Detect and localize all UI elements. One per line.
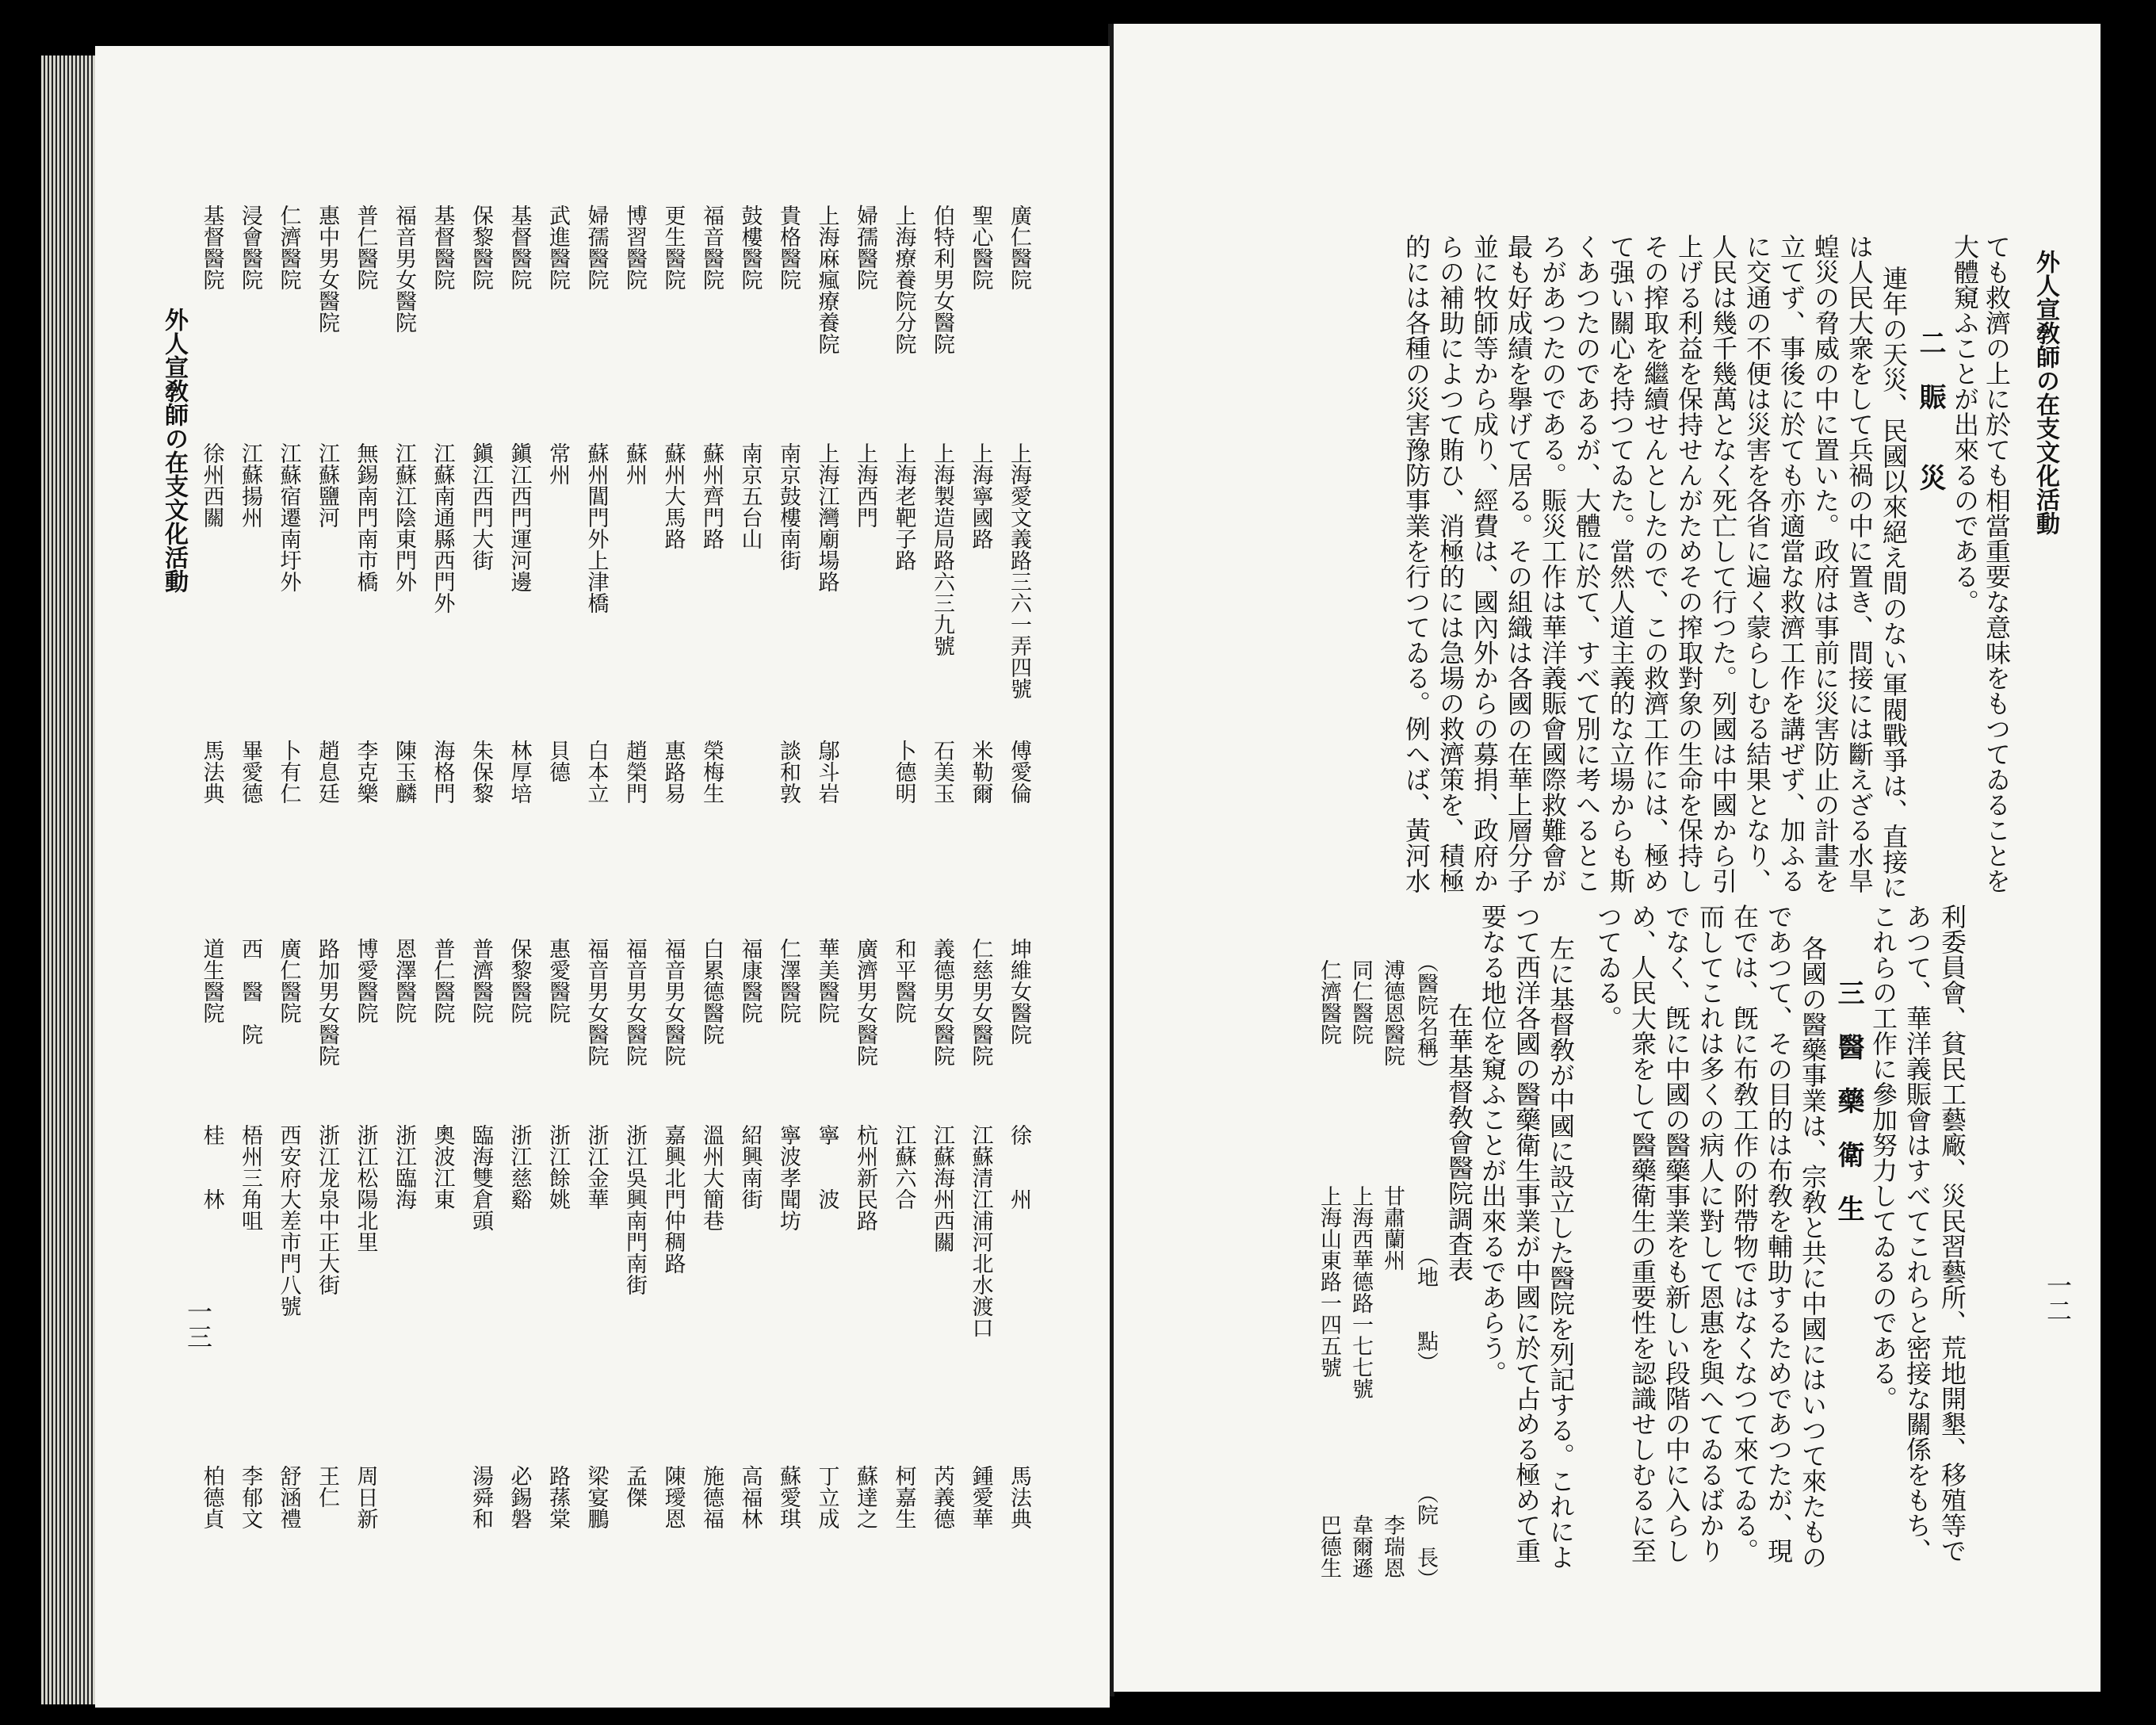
table-cell-director: 必錫磐 [507, 1465, 532, 1529]
text-line: ろがあつたのである。賑災工作は華洋義賑會國際救難會が [1538, 234, 1568, 893]
table-cell-director: 惠路易 [660, 740, 686, 804]
table-cell-place: 浙江臨海 [392, 1124, 416, 1210]
table-cell-place: 上海山東路一四五號 [1317, 1185, 1341, 1378]
table-cell-director: 李克樂 [353, 740, 378, 804]
table-cell-director: 高福林 [737, 1465, 763, 1529]
section-heading: 二 賑 災 [1914, 329, 1946, 491]
running-head: 外人宣敎師の在支文化活動 [2032, 250, 2059, 535]
table-cell-place: 江蘇鹽河 [315, 442, 339, 528]
table-cell-place: 鎭江西門大街 [468, 442, 493, 571]
table-cell-director: 白本立 [583, 740, 609, 804]
table-cell-name: 婦孺醫院 [583, 205, 609, 290]
table-cell-name: 博習醫院 [622, 205, 647, 290]
table-cell-director: 傅愛倫 [1007, 740, 1031, 804]
table-cell-director: 施德福 [699, 1465, 724, 1529]
text-line: 大體窺ふことが出來るのである。 [1950, 234, 1980, 614]
table-header-director: （院 長） [1413, 1482, 1438, 1589]
text-line: つてゐる。 [1593, 904, 1623, 1031]
table-cell-name: 保黎醫院 [507, 938, 532, 1023]
table-cell-place: 上海江灣廟場路 [814, 442, 839, 592]
table-cell-name: 福康醫院 [737, 938, 763, 1023]
table-cell-name: 仁澤醫院 [776, 938, 801, 1023]
table-cell-name: 福音男女醫院 [622, 938, 647, 1066]
table-cell-name: 同仁醫院 [1348, 959, 1373, 1045]
text-line: 各國の醫藥事業は、宗敎と共に中國にはいつて來たもの [1798, 935, 1828, 1570]
table-cell-name: 仁慈男女醫院 [968, 938, 993, 1066]
text-line: これらの工作に參加努力してゐるのである。 [1868, 904, 1898, 1411]
table-cell-place: 嘉興北門仲稠路 [660, 1124, 686, 1274]
text-line: であつて、その目的は布敎を輔助するためであつたが、現 [1764, 904, 1794, 1563]
table-cell-name: 福音男女醫院 [660, 938, 686, 1066]
table-cell-director: 舒涵禮 [276, 1465, 301, 1529]
table-cell-place: 杭州新民路 [853, 1124, 877, 1231]
table-cell-name: 白累德醫院 [699, 938, 724, 1045]
table-cell-place: 南京五台山 [737, 442, 763, 549]
text-line: め、人民大衆をして醫藥衛生の重要性を認識せしむるに至 [1627, 904, 1657, 1563]
table-cell-name: 廣濟男女醫院 [853, 938, 877, 1066]
table-cell-director: 柏德貞 [199, 1465, 224, 1529]
table-cell-director: 朱保黎 [468, 740, 493, 804]
table-cell-name: 聖心醫院 [968, 205, 993, 290]
table-cell-director: 趙息廷 [315, 740, 339, 804]
table-cell-place: 蘇州閶門外上津橋 [583, 442, 609, 614]
table-cell-place: 桂 林 [199, 1124, 224, 1210]
text-line: 上げる利益を保持せんがためその搾取對象の生命を保持し [1674, 234, 1704, 893]
page-number: 一二 [2043, 1272, 2073, 1323]
table-cell-name: 華美醫院 [814, 938, 839, 1023]
table-cell-director: 王仁 [315, 1465, 339, 1508]
table-cell-place: 寧 波 [814, 1124, 839, 1210]
table-cell-director: 孟傑 [622, 1465, 647, 1508]
text-line: 左に基督敎が中國に設立した醫院を列記する。これによ [1546, 935, 1576, 1570]
table-cell-name: 基督醫院 [430, 205, 455, 290]
table-cell-name: 義德男女醫院 [930, 938, 954, 1066]
table-cell-name: 伯特利男女醫院 [930, 205, 954, 354]
table-cell-name: 惠中男女醫院 [315, 205, 339, 333]
table-cell-name: 廣仁醫院 [276, 938, 301, 1023]
table-cell-place: 上海西華德路一七七號 [1348, 1185, 1373, 1399]
table-cell-place: 江蘇江陰東門外 [392, 442, 416, 592]
table-cell-director: 米勒爾 [968, 740, 993, 804]
table-cell-name: 基督醫院 [199, 205, 224, 290]
table-cell-place: 蘇州大馬路 [660, 442, 686, 549]
table-cell-place: 上海西門 [853, 442, 877, 528]
table-cell-place: 鎭江西門運河邊 [507, 442, 532, 592]
table-title: 在華基督敎會醫院調査表 [1444, 1003, 1474, 1282]
table-cell-name: 廣仁醫院 [1007, 205, 1031, 290]
table-cell-place: 蘇州齊門路 [699, 442, 724, 549]
table-cell-name: 武進醫院 [545, 205, 570, 290]
table-cell-name: 貴格醫院 [776, 205, 801, 290]
text-line: くあつたのであるが、大體に於て、すべて別に考へるとこ [1572, 234, 1602, 893]
table-cell-director: 畢愛德 [238, 740, 262, 804]
table-cell-name: 西 醫 院 [238, 938, 262, 1045]
table-cell-director: 海格門 [430, 740, 455, 804]
text-line: 在では、旣に布敎工作の附帶物ではなくなつて來てゐる。 [1730, 904, 1760, 1563]
table-cell-director: 丁立成 [814, 1465, 839, 1529]
table-cell-director: 陳璦恩 [660, 1465, 686, 1529]
table-cell-director: 趙榮門 [622, 740, 647, 804]
text-line: その搾取を繼續せんとしたので、この救濟工作には、極め [1640, 234, 1670, 893]
table-cell-director: 馬法典 [1007, 1465, 1031, 1529]
table-cell-director: 周日新 [353, 1465, 378, 1529]
table-cell-director: 蘇達之 [853, 1465, 877, 1529]
table-cell-name: 更生醫院 [660, 205, 686, 290]
text-line: らの補助によつて賄ひ、消極的には急場の救濟策を、積極 [1435, 234, 1466, 893]
table-cell-place: 江蘇宿遷南圩外 [276, 442, 301, 592]
table-cell-place: 徐 州 [1007, 1124, 1031, 1210]
left-page [95, 46, 1110, 1708]
table-cell-place: 蘇州 [622, 442, 647, 485]
table-cell-place: 上海寧國路 [968, 442, 993, 549]
table-cell-place: 梧州三角咀 [238, 1124, 262, 1231]
table-cell-name: 浸會醫院 [238, 205, 262, 290]
table-cell-place: 臨海雙倉頭 [468, 1124, 493, 1231]
table-cell-director: 湯舜和 [468, 1465, 493, 1529]
table-cell-director: 陳玉麟 [392, 740, 416, 804]
table-cell-name: 和平醫院 [891, 938, 916, 1023]
table-cell-director: 卜有仁 [276, 740, 301, 804]
table-cell-director: 卜德明 [891, 740, 916, 804]
table-cell-place: 甘肅蘭州 [1380, 1185, 1405, 1271]
text-line: 最も好成績を擧げて居る。その組織は各國の在華上層分子 [1504, 234, 1534, 893]
table-cell-director: 鍾愛華 [968, 1465, 993, 1529]
table-cell-name: 仁濟醫院 [1317, 959, 1341, 1045]
text-line: つて西洋各國の醫藥衛生事業が中國に於て占める極めて重 [1512, 904, 1542, 1563]
text-line: 而してこれは多くの病人に對して恩惠を與へてゐるばかり [1695, 904, 1726, 1563]
table-header-place: （地 點） [1413, 1245, 1438, 1373]
table-cell-name: 基督醫院 [507, 205, 532, 290]
table-cell-place: 溫州大簡巷 [699, 1124, 724, 1231]
text-line: でなく、旣に中國の醫藥事業をも新しい段階の中に入らし [1661, 904, 1692, 1563]
table-cell-director: 石美玉 [930, 740, 954, 804]
text-line: ても救濟の上に於ても相當重要な意味をもつてゐることを [1982, 234, 2012, 893]
table-cell-place: 徐州西關 [199, 442, 224, 528]
table-cell-director: 林厚培 [507, 740, 532, 804]
section-heading: 三 醫 藥 衛 生 [1833, 979, 1864, 1222]
table-cell-place: 寧波孝聞坊 [776, 1124, 801, 1231]
table-cell-director: 李郁文 [238, 1465, 262, 1529]
table-cell-director: 貝德 [545, 740, 570, 782]
text-line: 蝗災の脅威の中に置いた。政府は事前に災害防止の計畫を [1810, 234, 1841, 893]
table-cell-director: 馬法典 [199, 740, 224, 804]
table-cell-place: 浙江松陽北里 [353, 1124, 378, 1253]
table-cell-place: 常州 [545, 442, 570, 485]
text-line: 的には各種の災害豫防事業を行つてゐる。例へば、黃河水 [1401, 234, 1432, 893]
table-cell-director: 路蓀棠 [545, 1465, 570, 1529]
table-cell-place: 西安府大差市門八號 [276, 1124, 301, 1317]
table-cell-place: 江蘇南通縣西門外 [430, 442, 455, 614]
table-cell-name: 福音男女醫院 [392, 205, 416, 333]
text-line: は人民大衆をして兵禍の中に置き、間接には斷えざる水旱 [1844, 234, 1875, 893]
table-cell-name: 婦孺醫院 [853, 205, 877, 290]
text-line: 利委員會、貧民工藝廠、災民習藝所、荒地開墾、移殖等で [1937, 904, 1967, 1563]
table-cell-place: 奧波江東 [430, 1124, 455, 1210]
table-cell-place: 紹興南街 [737, 1124, 763, 1210]
table-cell-name: 鼓樓醫院 [737, 205, 763, 290]
table-cell-place: 江蘇六合 [891, 1124, 916, 1210]
table-cell-name: 保黎醫院 [468, 205, 493, 290]
table-cell-director: 鄔斗岩 [814, 740, 839, 804]
running-head: 外人宣敎師の在支文化活動 [160, 308, 188, 593]
table-cell-name: 普仁醫院 [430, 938, 455, 1023]
text-line: 人民は幾千幾萬となく死亡して行つた。列國は中國から引 [1708, 234, 1738, 893]
text-line: に交通の不便は災害を各省に遍く蒙らしむる結果となり、 [1742, 234, 1772, 893]
table-cell-director: 榮梅生 [699, 740, 724, 804]
page-edges [41, 55, 97, 1704]
table-cell-name: 路加男女醫院 [315, 938, 339, 1066]
table-cell-place: 浙江餘姚 [545, 1124, 570, 1210]
table-cell-name: 普濟醫院 [468, 938, 493, 1023]
text-line: 並に牧師等から成り、經費は、國內外からの募捐、政府か [1470, 234, 1500, 893]
table-cell-director: 談和敦 [776, 740, 801, 804]
page-number: 一三 [183, 1299, 213, 1349]
table-cell-place: 上海愛文義路三六一弄四號 [1007, 442, 1031, 699]
table-cell-place: 江蘇清江浦河北水渡口 [968, 1124, 993, 1338]
table-cell-name: 坤維女醫院 [1007, 938, 1031, 1045]
table-cell-place: 無錫南門南市橋 [353, 442, 378, 592]
table-cell-place: 江蘇揚州 [238, 442, 262, 528]
table-cell-name: 溥德恩醫院 [1380, 959, 1405, 1066]
text-line: 連年の天災、民國以來絕え間のない軍閥戰爭は、直接に [1879, 266, 1909, 900]
table-cell-place: 浙江慈谿 [507, 1124, 532, 1210]
table-cell-name: 仁濟醫院 [276, 205, 301, 290]
table-cell-name: 惠愛醫院 [545, 938, 570, 1023]
table-cell-place: 上海製造局路六三九號 [930, 442, 954, 656]
text-line: 要なる地位を窺ふことが出來るであらう。 [1477, 904, 1508, 1386]
table-cell-place: 浙江龙泉中正大街 [315, 1124, 339, 1295]
table-cell-name: 福音男女醫院 [583, 938, 609, 1066]
table-cell-director: 李瑞恩 [1380, 1514, 1405, 1578]
table-cell-name: 上海麻瘋療養院 [814, 205, 839, 354]
table-cell-director: 梁宴鵬 [583, 1465, 609, 1529]
table-cell-place: 浙江金華 [583, 1124, 609, 1210]
table-cell-director: 柯嘉生 [891, 1465, 916, 1529]
table-cell-name: 福音醫院 [699, 205, 724, 290]
table-cell-place: 南京鼓樓南街 [776, 442, 801, 571]
table-cell-name: 博愛醫院 [353, 938, 378, 1023]
table-cell-name: 恩澤醫院 [392, 938, 416, 1023]
table-cell-director: 蘇愛琪 [776, 1465, 801, 1529]
table-cell-name: 上海療養院分院 [891, 205, 916, 354]
text-line: 立てず、事後に於ても亦適當な救濟工作を講ぜず、加ふる [1776, 234, 1806, 893]
text-line: て强い關心を持つてゐた。當然人道主義的な立場からも斯 [1606, 234, 1636, 893]
table-cell-director: 巴德生 [1317, 1514, 1341, 1578]
table-cell-director: 韋爾遜 [1348, 1514, 1373, 1578]
table-cell-place: 浙江吳興南門南街 [622, 1124, 647, 1295]
table-cell-name: 道生醫院 [199, 938, 224, 1023]
table-cell-place: 上海老靶子路 [891, 442, 916, 571]
table-cell-place: 江蘇海州西關 [930, 1124, 954, 1253]
text-line: あつて、華洋義賑會はすべてこれらと密接な關係をもち、 [1902, 904, 1932, 1563]
right-page [1114, 24, 2101, 1692]
table-cell-director: 芮義德 [930, 1465, 954, 1529]
table-cell-name: 普仁醫院 [353, 205, 378, 290]
table-header-name: （醫院名稱） [1413, 951, 1438, 1080]
